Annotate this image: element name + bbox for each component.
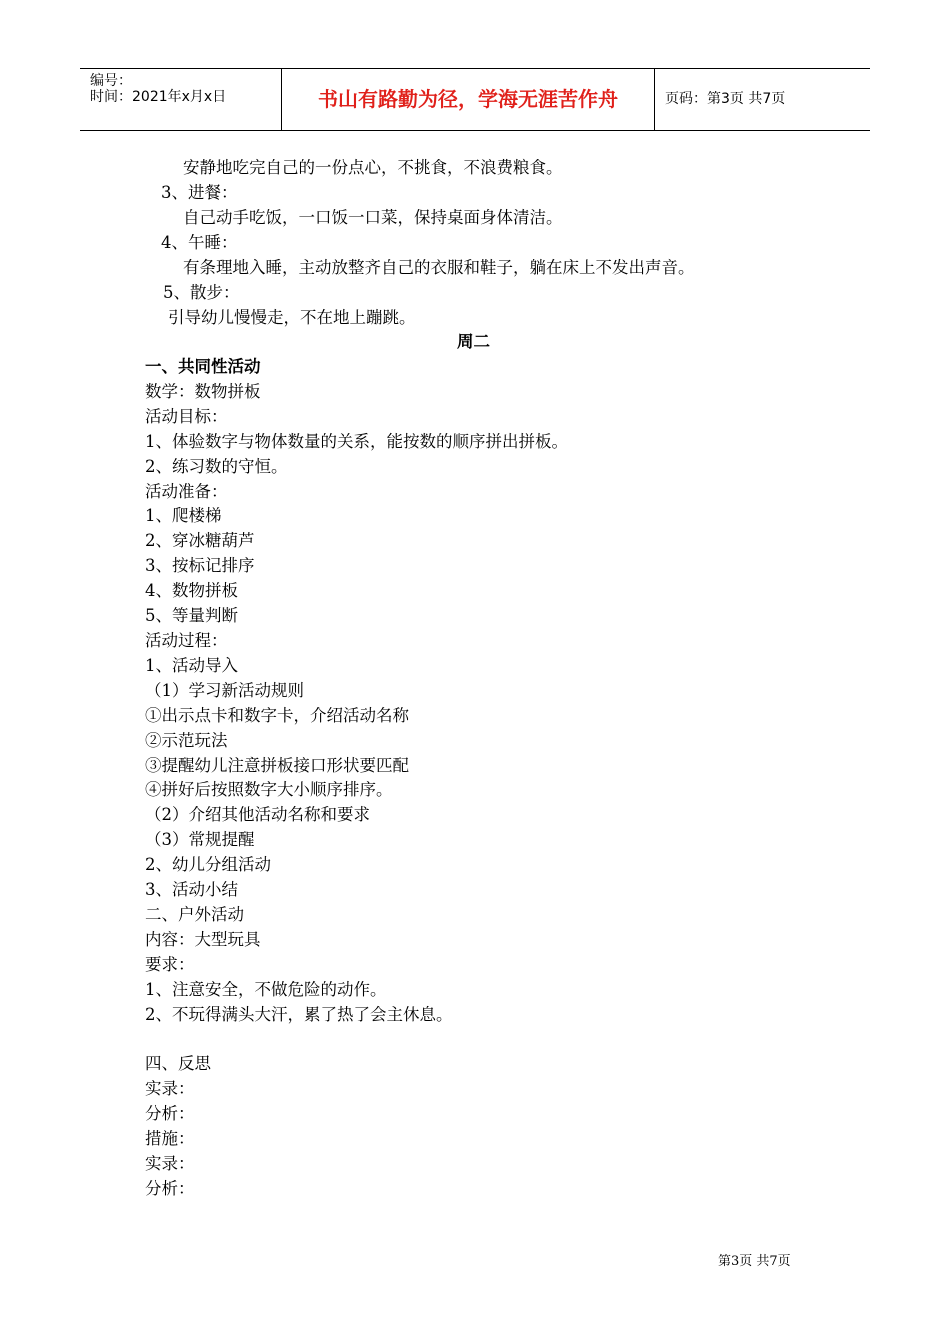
body-line: 1、爬楼梯 bbox=[145, 506, 222, 525]
body-line: ④拼好后按照数字大小顺序排序。 bbox=[145, 780, 393, 799]
body-line: 措施： bbox=[145, 1129, 195, 1148]
body-line: 要求： bbox=[145, 955, 195, 974]
body-line: 实录： bbox=[145, 1154, 195, 1173]
body-line: 实录： bbox=[145, 1079, 195, 1098]
body-line: 四、反思 bbox=[145, 1054, 211, 1073]
header-meta-cell bbox=[80, 69, 282, 130]
body-line: 引导幼儿慢慢走，不在地上蹦跳。 bbox=[168, 308, 416, 327]
body-line: 内容：大型玩具 bbox=[145, 930, 261, 949]
body-line: 4、午睡： bbox=[161, 233, 238, 252]
section-title: 周二 bbox=[457, 332, 490, 351]
body-line: 活动过程： bbox=[145, 631, 228, 650]
footer-page-number: 第3页 共7页 bbox=[718, 1254, 791, 1269]
body-line: 二、户外活动 bbox=[145, 905, 244, 924]
body-line: 1、活动导入 bbox=[145, 656, 238, 675]
body-line: 分析： bbox=[145, 1104, 195, 1123]
body-line: 有条理地入睡，主动放整齐自己的衣服和鞋子，躺在床上不发出声音。 bbox=[183, 258, 695, 277]
body-line: 1、体验数字与物体数量的关系，能按数的顺序拼出拼板。 bbox=[145, 432, 568, 451]
body-line: 3、按标记排序 bbox=[145, 556, 255, 575]
body-line: 2、不玩得满头大汗，累了热了会主休息。 bbox=[145, 1005, 453, 1024]
body-line: 分析： bbox=[145, 1179, 195, 1198]
body-line: 3、活动小结 bbox=[145, 880, 238, 899]
body-line: （3）常规提醒 bbox=[145, 830, 255, 849]
body-line: 5、等量判断 bbox=[145, 606, 238, 625]
body-line: （2）介绍其他活动名称和要求 bbox=[145, 805, 370, 824]
body-line: ①出示点卡和数字卡，介绍活动名称 bbox=[145, 706, 409, 725]
body-line: 1、注意安全，不做危险的动作。 bbox=[145, 980, 387, 999]
body-line: 5、散步： bbox=[163, 283, 240, 302]
document-number: 编号： bbox=[90, 73, 132, 89]
document-date: 时间：2021年x月x日 bbox=[90, 89, 227, 105]
body-line: ③提醒幼儿注意拼板接口形状要匹配 bbox=[145, 756, 409, 775]
body-line: 数学：数物拼板 bbox=[145, 382, 261, 401]
body-line: 自己动手吃饭，一口饭一口菜，保持桌面身体清洁。 bbox=[183, 208, 563, 227]
body-line: 活动目标： bbox=[145, 407, 228, 426]
header-motto: 书山有路勤为径，学海无涯苦作舟 bbox=[318, 87, 618, 111]
body-line: 3、进餐： bbox=[161, 183, 238, 202]
page-header bbox=[80, 68, 870, 131]
body-line: 2、练习数的守恒。 bbox=[145, 457, 288, 476]
body-line: （1）学习新活动规则 bbox=[145, 681, 304, 700]
section-heading: 一、共同性活动 bbox=[145, 357, 261, 376]
header-motto-cell bbox=[282, 69, 655, 130]
body-line: 安静地吃完自己的一份点心，不挑食，不浪费粮食。 bbox=[183, 158, 563, 177]
header-page-number: 页码：第3页 共7页 bbox=[665, 91, 786, 107]
body-line: ②示范玩法 bbox=[145, 731, 228, 750]
body-line: 2、幼儿分组活动 bbox=[145, 855, 271, 874]
body-line: 4、数物拼板 bbox=[145, 581, 238, 600]
body-line: 活动准备： bbox=[145, 482, 228, 501]
body-line: 2、穿冰糖葫芦 bbox=[145, 531, 255, 550]
header-page-cell bbox=[656, 69, 870, 130]
